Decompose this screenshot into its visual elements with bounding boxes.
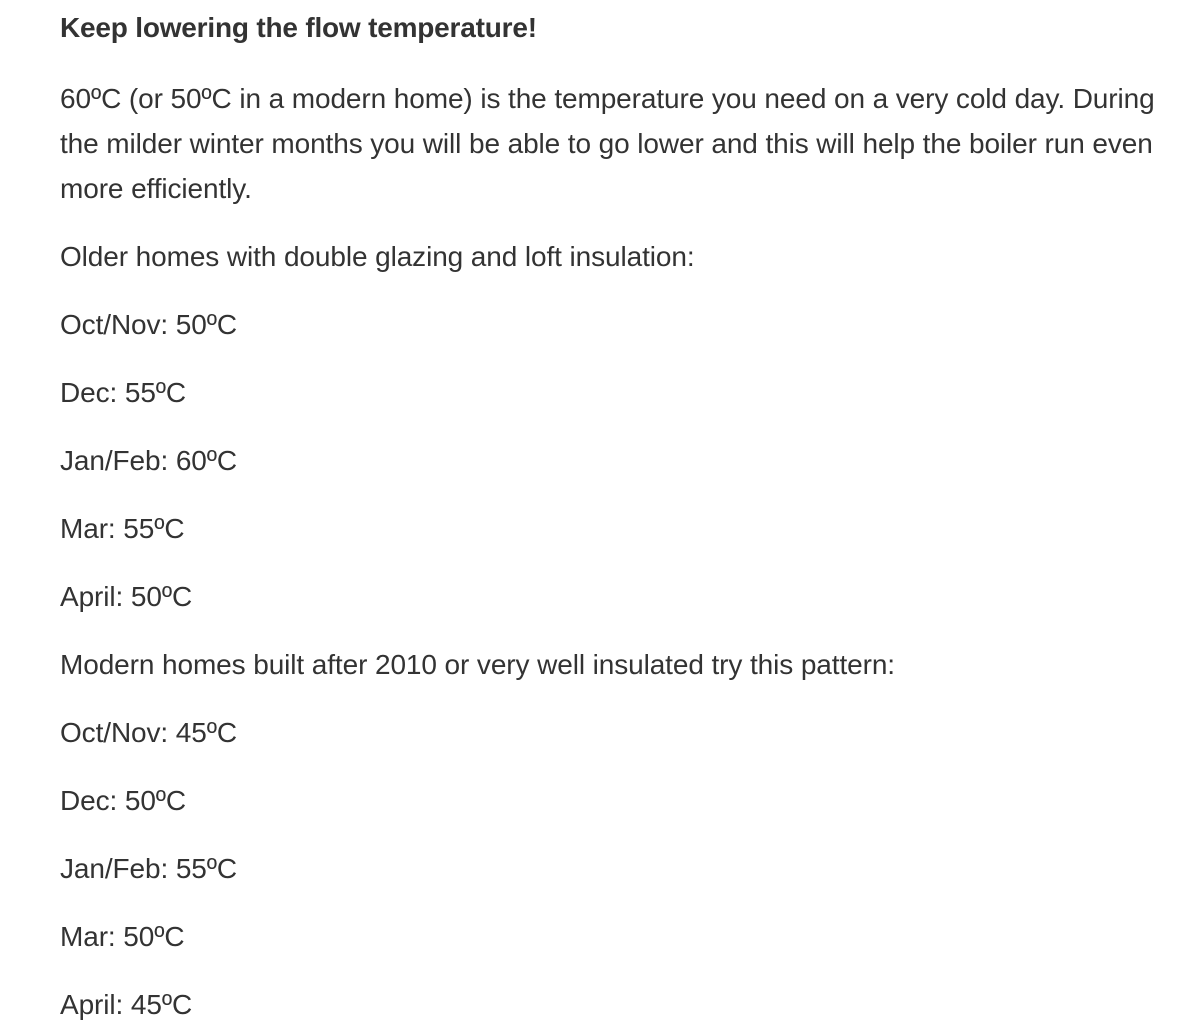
section-heading: Keep lowering the flow temperature! xyxy=(60,12,537,43)
older-homes-item: Oct/Nov: 50ºC xyxy=(60,309,237,340)
modern-homes-item: Dec: 50ºC xyxy=(60,785,187,816)
older-homes-label: Older homes with double glazing and loft insulation: xyxy=(60,241,695,272)
modern-homes-item: Jan/Feb: 55ºC xyxy=(60,853,238,884)
older-homes-item: Mar: 55ºC xyxy=(60,513,185,544)
article-body xyxy=(60,8,1160,1027)
modern-homes-item: Mar: 50ºC xyxy=(60,921,185,952)
modern-homes-label: Modern homes built after 2010 or very well insulated try this pattern: xyxy=(60,649,895,680)
older-homes-item: Dec: 55ºC xyxy=(60,377,187,408)
intro-paragraph: 60ºC (or 50ºC in a modern home) is the temperature you need on a very cold day. During the milder winter months you will be able to go lower and this will help the boiler run even more efficiently. xyxy=(60,83,1155,204)
older-homes-item: April: 50ºC xyxy=(60,581,193,612)
modern-homes-item: April: 45ºC xyxy=(60,989,193,1020)
older-homes-item: Jan/Feb: 60ºC xyxy=(60,445,238,476)
modern-homes-item: Oct/Nov: 45ºC xyxy=(60,717,237,748)
